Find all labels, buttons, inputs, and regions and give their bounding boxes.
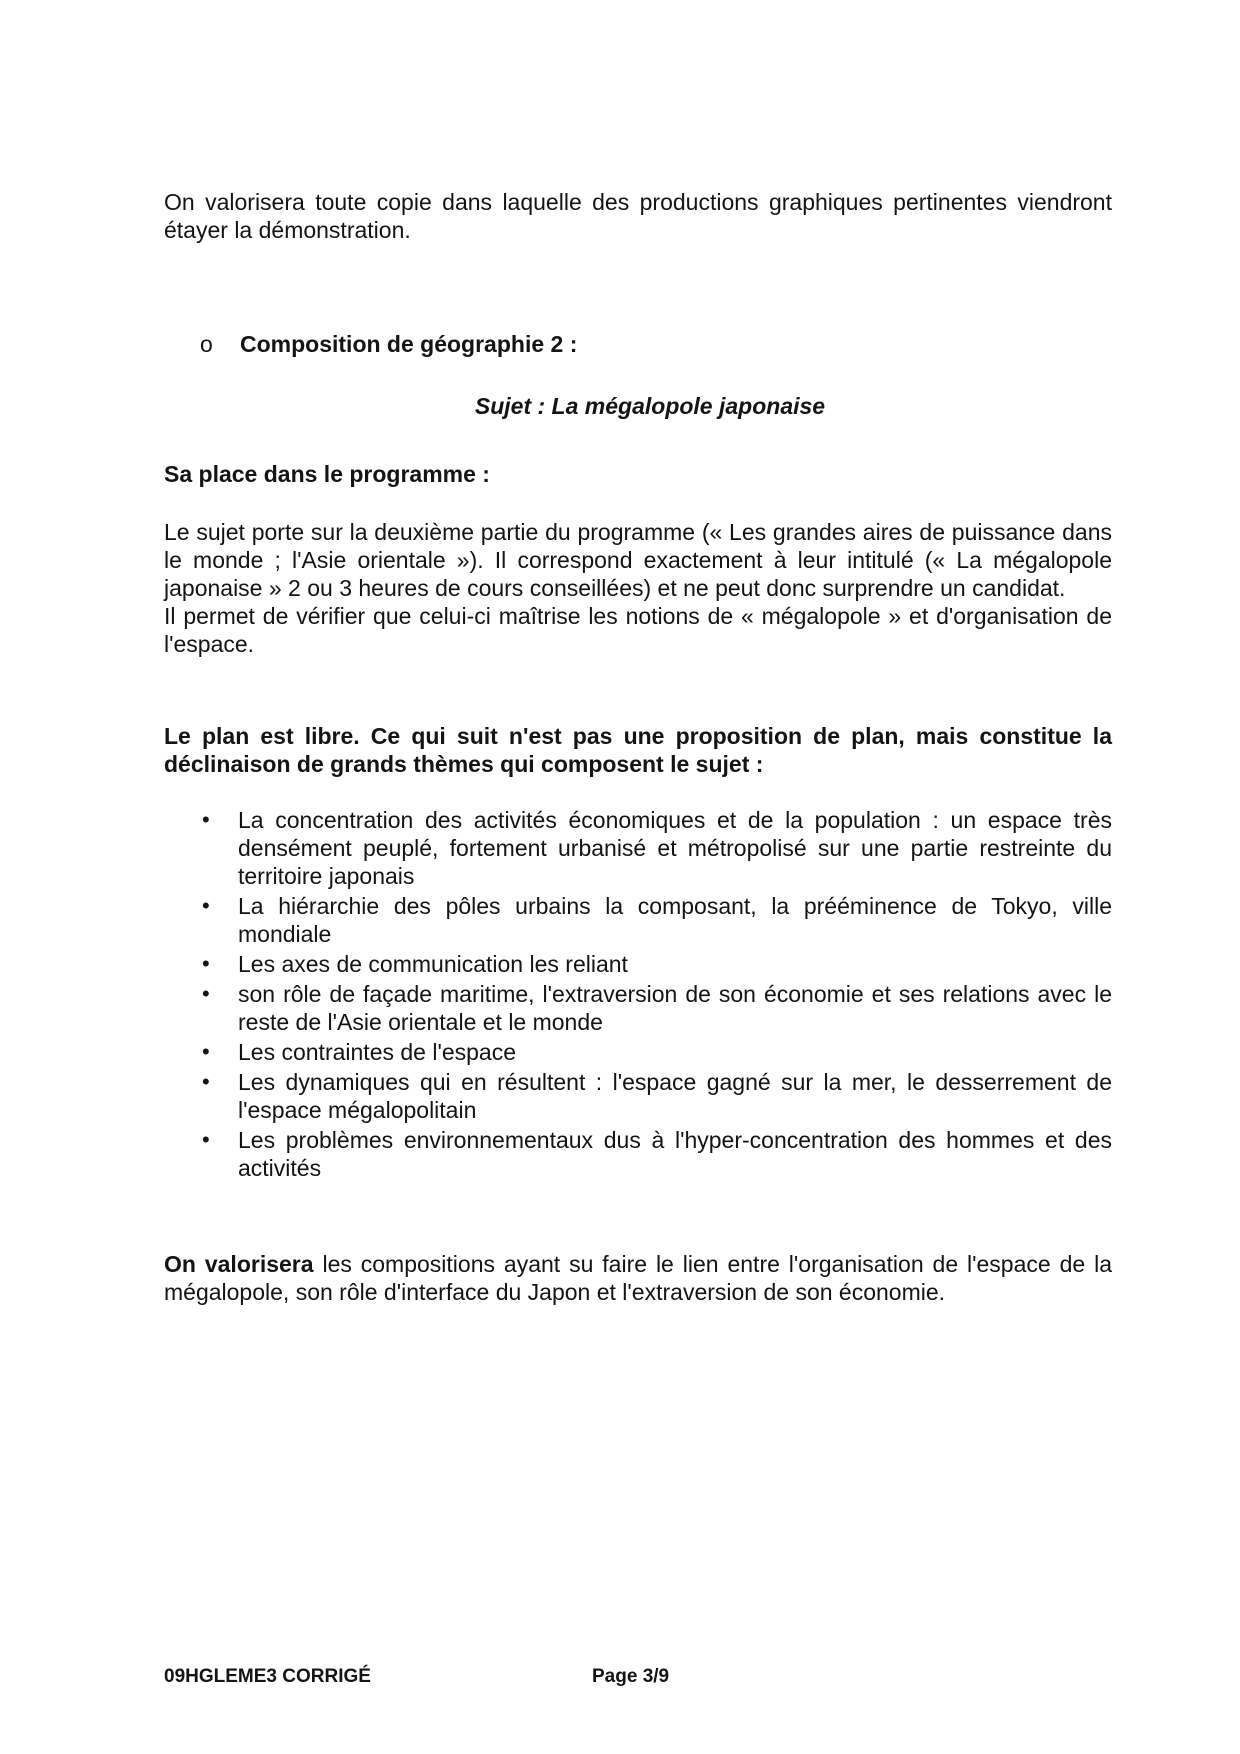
list-item [196,950,1112,978]
intro-paragraph: On valorisera toute copie dans laquelle des productions graphiques pertinentes viendront étayer la démonstration. [164,189,1112,243]
list-item [196,1126,1112,1182]
footer-document-code: 09HGLEME3 CORRIGÉ [164,1666,371,1687]
bullet-icon: • [202,981,210,1006]
bullet-icon: • [202,807,210,832]
conclusion-paragraph [164,1250,1112,1306]
list-item [196,1038,1112,1066]
subject-title [0,392,1240,420]
bullet-icon: • [202,951,210,976]
list-item-text: Les problèmes environnementaux dus à l'hyper-concentration des hommes et des activités [238,1127,1112,1181]
list-item-text: La concentration des activités économiques et de la population : un espace très densément peuplé, fortement urbanisé et métropolisé sur une partie restreinte du territoire japonais [238,807,1112,889]
place-heading: Sa place dans le programme : [164,461,490,487]
themes-list [196,806,1112,1184]
conclusion-text: les compositions ayant su faire le lien entre l'organisation de l'espace de la mégalopole, son rôle d'interface du Japon et l'extraversion de son économie. [164,1251,1112,1305]
list-item-text: Les axes de communication les reliant [238,951,628,977]
conclusion-lead: On valorisera [164,1251,314,1277]
list-item-text: son rôle de façade maritime, l'extraversion de son économie et ses relations avec le reste de l'Asie orientale et le monde [238,981,1112,1035]
list-item [196,806,1112,890]
list-item [196,1068,1112,1124]
footer-page-number: Page 3/9 [592,1666,670,1687]
list-item-text: Les dynamiques qui en résultent : l'espace gagné sur la mer, le desserrement de l'espace mégalopolitain [238,1069,1112,1123]
place-paragraph-1: Le sujet porte sur la deuxième partie du programme (« Les grandes aires de puissance dans le monde ; l'Asie orientale »). Il correspond exactement à leur intitulé (« La mégalopole japonaise » 2 ou 3 heures de cours conseillées) et ne peut donc surprendre un candidat. [164,519,1112,601]
place-paragraph-2: Il permet de vérifier que celui-ci maîtrise les notions de « mégalopole » et d'organisation de l'espace. [164,603,1112,657]
subject-text: Sujet : La mégalopole japonaise [474,393,826,419]
bullet-icon: • [202,1039,210,1064]
plan-heading: Le plan est libre. Ce qui suit n'est pas une proposition de plan, mais constitue la déclinaison de grands thèmes qui composent le sujet : [164,723,1112,777]
circle-bullet-icon: o [200,331,213,357]
bullet-icon: • [202,1127,210,1152]
bullet-icon: • [202,893,210,918]
bullet-icon: • [202,1069,210,1094]
list-item [196,980,1112,1036]
section-heading [200,330,577,358]
list-item-text: La hiérarchie des pôles urbains la composant, la prééminence de Tokyo, ville mondiale [238,893,1112,947]
list-item [196,892,1112,948]
list-item-text: Les contraintes de l'espace [238,1039,517,1065]
section-title: Composition de géographie 2 : [240,331,578,357]
place-text [164,518,1112,658]
